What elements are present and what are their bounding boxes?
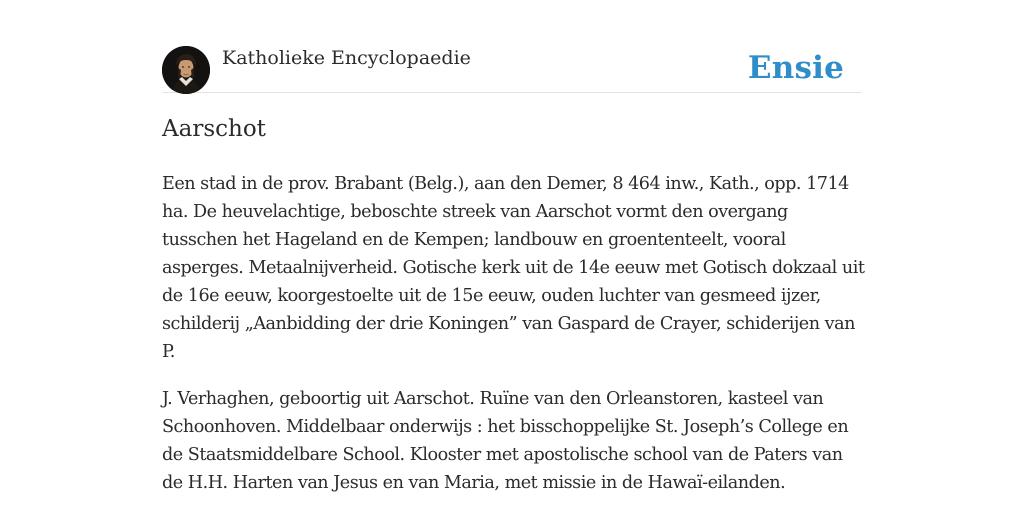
page-title: Aarschot — [162, 116, 266, 142]
ensie-logo[interactable]: Ensie — [747, 50, 844, 86]
site-header — [162, 40, 862, 93]
portrait-avatar[interactable] — [162, 46, 210, 94]
article-paragraph: J. Verhaghen, geboortig uit Aarschot. Ruïne van den Orleanstoren, kasteel van Schoonhoven. Middelbaar onderwijs : het bisschoppelijke St. Joseph’s College en de Staatsmiddelbare School. Klooster met apostolische school van de Paters van de H.H. Harten van Jesus en van Maria, met missie in de Hawaï-eilanden. — [162, 389, 849, 493]
portrait-icon — [162, 46, 210, 94]
encyclopedia-name[interactable]: Katholieke Encyclopaedie — [222, 47, 471, 69]
article-body — [162, 170, 867, 512]
article-paragraph: Een stad in de prov. Brabant (Belg.), aan den Demer, 8 464 inw., Kath., opp. 1714 ha. De heuvelachtige, beboschte streek van Aarschot vormt den overgang tusschen het Hageland en de Kempen; landbouw en groententeelt, vooral asperges. Metaalnijverheid. Gotische kerk uit de 14e eeuw met Gotisch dokzaal uit de 16e eeuw, koorgestoelte uit de 15e eeuw, ouden luchter van gesmeed ijzer, schilderij „Aanbidding der drie Koningen” van Gaspard de Crayer, schiderijen van P. — [162, 174, 865, 362]
